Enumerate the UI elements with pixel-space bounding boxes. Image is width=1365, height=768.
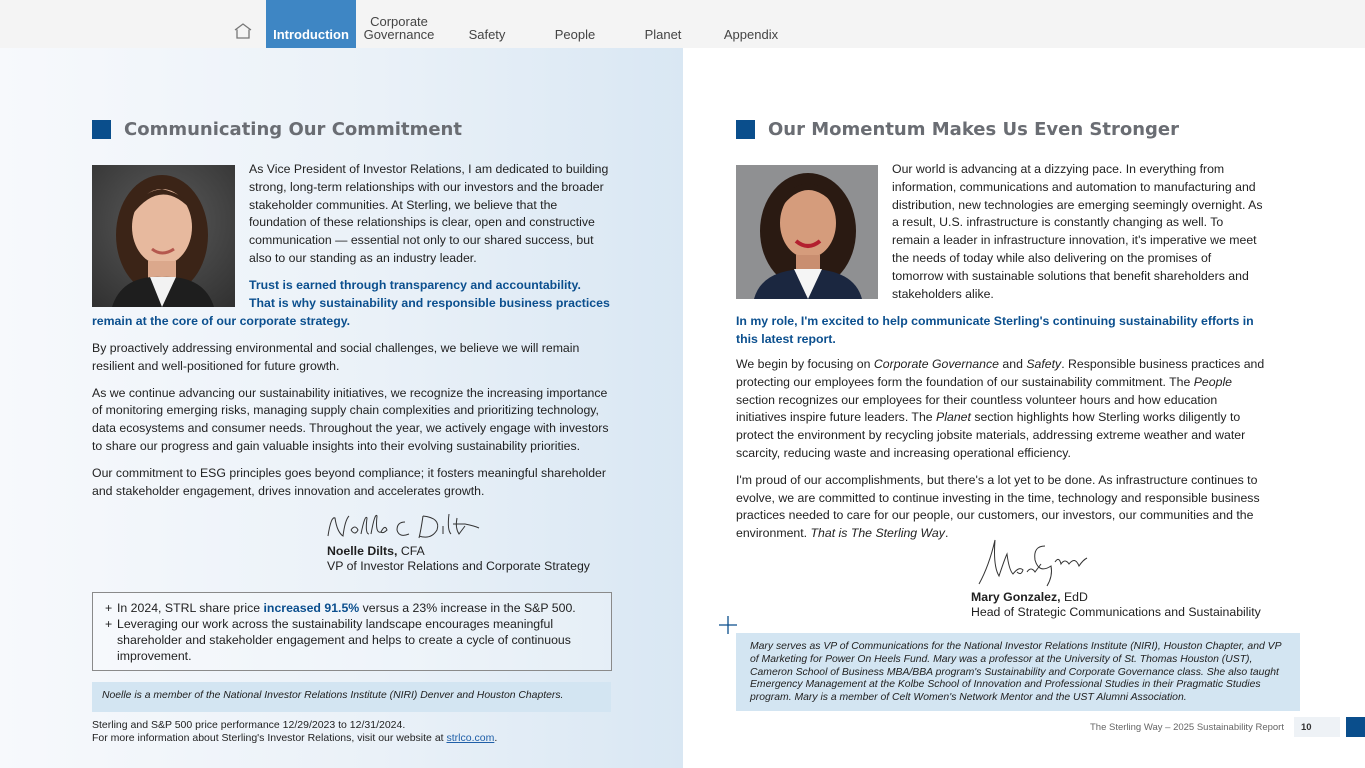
text-run: and	[1002, 357, 1023, 371]
page-footer	[1090, 717, 1340, 737]
text-run: . Responsible business practices and protecting our employees form the foundation of our sustainability commitment. The	[736, 357, 1265, 389]
tab-planet[interactable]	[628, 0, 698, 48]
right-paragraph	[736, 356, 1266, 463]
text-run: .	[944, 526, 949, 541]
text-run-italic: Planet	[936, 410, 971, 425]
text-run: section recognizes our employees for their countless volunteer hours and how education initiatives inspire future leaders. The	[736, 392, 1218, 425]
right-body	[736, 356, 1266, 552]
tab-label: Introduction	[273, 27, 349, 42]
portrait-noelle-dilts	[92, 165, 235, 307]
tab-label: Safety	[468, 27, 506, 42]
portrait-mary-gonzalez	[736, 165, 878, 299]
text-run-italic: That is The Sterling Way	[810, 526, 945, 541]
bullet-text: Leveraging our work across the sustainability landscape encourages meaningful shareholder and stakeholder engagement and helps to create a cycle of continuous improvement.	[117, 617, 571, 663]
footnote-punct: .	[494, 732, 498, 744]
left-section-heading	[92, 119, 462, 140]
tab-label: Planet	[644, 27, 682, 42]
signatory-title: VP of Investor Relations and Corporate Strategy	[327, 559, 590, 573]
highlights-box	[92, 592, 612, 671]
portrait-image	[736, 165, 878, 299]
bullet-highlight: increased 91.5%	[263, 601, 360, 615]
portrait-image	[92, 165, 235, 307]
right-highlight: In my role, I'm excited to help communicate Sterling's continuing sustainability efforts in this latest report.	[736, 314, 1254, 346]
right-signatory	[971, 590, 1261, 620]
left-intro-paragraph: As Vice President of Investor Relations, I am dedicated to building strong, long-term relationships with our investors and the broader stakeholder communities. At Sterling, we believe that the foundation of these relationships is clear, open and constructive communication — essential not only to our shared success, but also to our standing as an industry leader.	[249, 162, 609, 265]
heading-square-icon	[736, 120, 755, 139]
tab-corporate-governance[interactable]	[358, 0, 440, 48]
right-paragraph	[736, 472, 1266, 543]
bullet-item	[105, 600, 601, 616]
signatory-name: Noelle Dilts,	[327, 544, 398, 558]
crosshair-icon	[719, 616, 737, 634]
text-run-italic: Corporate Governance	[873, 357, 999, 371]
member-note-text: Noelle is a member of the National Investor Relations Institute (NIRI) Denver and Houston Chapters.	[102, 690, 564, 701]
page-number: 10	[1294, 717, 1340, 737]
top-nav	[0, 0, 1365, 48]
tab-introduction[interactable]	[266, 0, 356, 48]
bullet-text: In 2024, STRL share price	[117, 601, 261, 615]
signatory-name: Mary Gonzalez,	[971, 590, 1061, 604]
right-title: Our Momentum Makes Us Even Stronger	[768, 119, 1180, 140]
left-highlight-line: Trust is earned through transparency and accountability.	[249, 278, 581, 292]
left-paragraph: As we continue advancing our sustainability initiatives, we recognize the increasing importance of monitoring emerging risks, managing supply chain complexities and prioritizing technology, data ecosystems and consumer needs. Throughout the year, we actively engage with investors to share our progress and gain valuable insights into their evolving sustainability priorities.	[92, 385, 609, 453]
footnote-line: Sterling and S&P 500 price performance 12/29/2023 to 12/31/2024.	[92, 719, 406, 731]
signatory-credential: EdD	[1063, 590, 1088, 604]
signature-mary-gonzalez	[975, 536, 1090, 590]
left-title: Communicating Our Commitment	[124, 119, 462, 140]
signature-noelle-dilts	[325, 510, 485, 544]
member-note	[92, 682, 611, 712]
right-section-heading	[736, 119, 1179, 140]
text-run: section highlights how Sterling works diligently to protect the environment by recycling jobsite materials, addressing extreme weather and water scarcity, reducing waste and increasing operational efficiency.	[736, 410, 1246, 460]
tab-safety[interactable]	[452, 0, 522, 48]
tab-label: Corporate	[370, 14, 428, 29]
tab-appendix[interactable]	[716, 0, 786, 48]
left-paragraph: Our commitment to ESG principles goes beyond compliance; it fosters meaningful shareholder and stakeholder engagement, drives innovation and accelerates growth.	[92, 465, 606, 498]
bio-note	[736, 633, 1300, 711]
plus-icon: +	[105, 601, 113, 615]
text-run: We begin by focusing on	[736, 357, 871, 371]
tab-label: Appendix	[723, 27, 779, 42]
bullet-item	[105, 616, 601, 664]
right-intro-paragraph: Our world is advancing at a dizzying pace. In everything from information, communications and automation to manufacturing and distribution, new technologies are emerging seemingly overnight. As a result, U.S. infrastructure is constantly changing as well. To remain a leader in infrastructure innovation, it's imperative we meet the needs of today while also delivering on the promises of tomorrow with sustainable solutions that benefit shareholders and stakeholders alike.	[892, 162, 1263, 301]
text-run: I'm proud of our accomplishments, but there's a lot yet to be done. As infrastructure continues to evolve, we are committed to continue investing in the time, technology and responsible business practices needed to care for our people, our customers, our investors, our communities and the environment.	[736, 472, 1260, 541]
tab-people[interactable]	[540, 0, 610, 48]
tab-label: People	[554, 27, 596, 42]
home-icon[interactable]	[233, 22, 253, 40]
bio-text: Mary serves as VP of Communications for the National Investor Relations Institute (NIRI), Houston Chapter, and VP of Marketing for Power On Heels Fund. Mary was a professor at the University of St. Thomas Houston (UST), Cameron School of Business MBA/BBA program's Sustainability and Corporate Governance class. She also taught Emergency Management at the Kolbe School of Innovation and Professional Studies in their Pragmatic Studies program. Mary is a member of Celt Women's Network Mentor and the UST Alumni Association.	[750, 641, 1282, 704]
report-title: The Sterling Way – 2025 Sustainability Report	[1090, 721, 1284, 733]
footer-square-icon	[1346, 717, 1365, 737]
heading-square-icon	[92, 120, 111, 139]
left-highlight-line: That is why sustainability and responsible business practices	[249, 296, 610, 310]
signatory-title: Head of Strategic Communications and Sustainability	[971, 605, 1261, 619]
bullet-text: versus a 23% increase in the S&P 500.	[362, 601, 576, 615]
footnote-line: For more information about Sterling's Investor Relations, visit our website at	[92, 732, 444, 744]
left-highlight-line: remain at the core of our corporate strategy.	[92, 314, 351, 328]
left-signatory	[327, 544, 590, 574]
left-body	[92, 340, 614, 509]
plus-icon: +	[105, 617, 113, 631]
website-link[interactable]: strlco.com	[446, 732, 495, 744]
text-run-italic: Safety	[1026, 357, 1062, 371]
text-run-italic: People	[1193, 374, 1233, 389]
left-footnote	[92, 719, 497, 745]
left-paragraph: By proactively addressing environmental and social challenges, we believe we will remain resilient and well-positioned for future growth.	[92, 341, 580, 373]
tab-label: Governance	[363, 27, 435, 42]
signatory-credential: CFA	[400, 544, 425, 558]
